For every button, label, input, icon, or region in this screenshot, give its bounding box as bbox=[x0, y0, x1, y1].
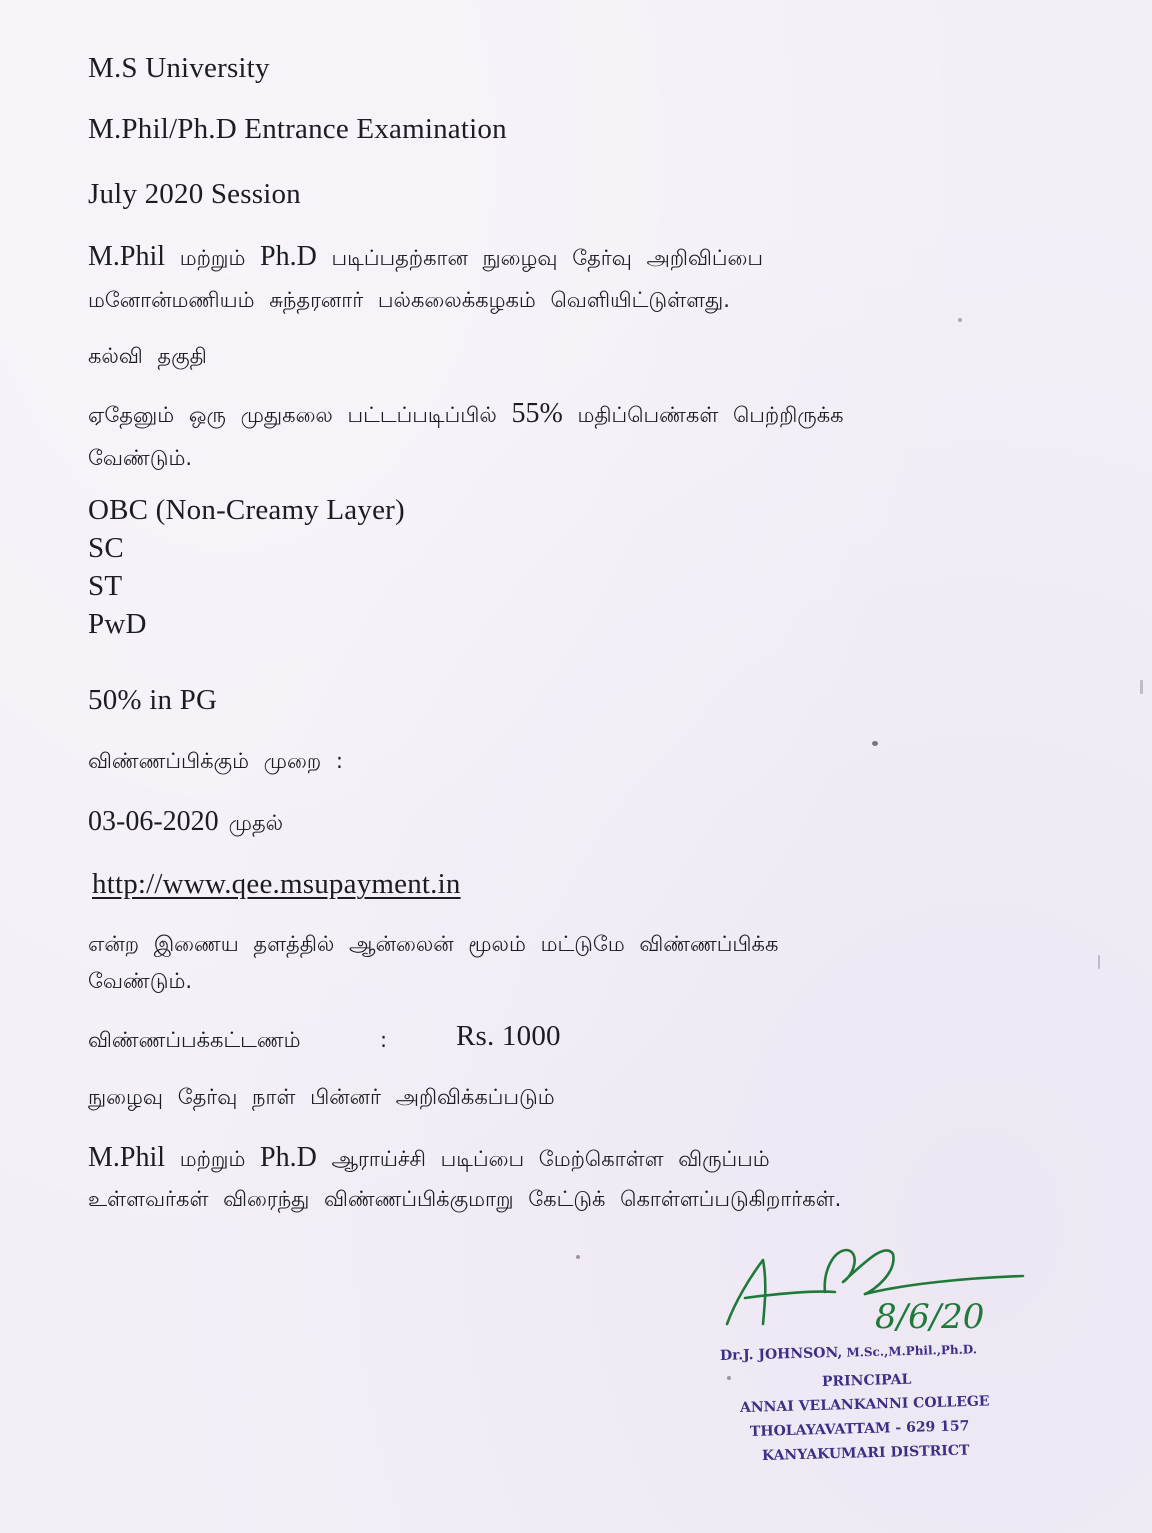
closing-rest: ஆராய்ச்சி படிப்பை மேற்கொள்ள விருப்பம் bbox=[316, 1147, 770, 1171]
intro-rest: படிப்பதற்கான நுழைவு தேர்வு அறிவிப்பை bbox=[316, 246, 763, 270]
scan-speck bbox=[576, 1255, 580, 1259]
exam-date-note: நுழைவு தேர்வு நாள் பின்னர் அறிவிக்கப்படும் bbox=[88, 1085, 555, 1109]
fee-value: Rs. 1000 bbox=[456, 1020, 561, 1052]
category-obc: OBC (Non-Creamy Layer) bbox=[88, 494, 405, 526]
scan-speck bbox=[727, 1376, 731, 1380]
stamp-title: PRINCIPAL bbox=[821, 1371, 912, 1390]
signature-stroke bbox=[825, 1250, 894, 1294]
category-sc: SC bbox=[88, 532, 124, 564]
scan-speck bbox=[872, 741, 878, 746]
eligibility-line-2: வேண்டும். bbox=[88, 446, 193, 470]
closing-phd: Ph.D bbox=[260, 1142, 317, 1173]
eligibility-text-a: ஏதேனும் ஒரு முதுகலை பட்டப்படிப்பில் bbox=[88, 403, 512, 427]
category-pwd: PwD bbox=[88, 608, 147, 640]
closing-line-2: உள்ளவர்கள் விரைந்து விண்ணப்பிக்குமாறு கேட்டுக் கொள்ளப்படுகிறார்கள். bbox=[88, 1187, 842, 1211]
eligibility-text-b: மதிப்பெண்கள் பெற்றிருக்க bbox=[562, 403, 844, 427]
signature-stroke bbox=[745, 1291, 835, 1298]
application-method-label: விண்ணப்பிக்கும் முறை : bbox=[88, 749, 343, 773]
stamp-district: KANYAKUMARI DISTRICT bbox=[761, 1442, 970, 1464]
scan-speck bbox=[1140, 680, 1143, 694]
application-start-date: 03-06-2020 bbox=[88, 806, 219, 837]
stamp-place: THOLAYAVATTAM - 629 157 bbox=[749, 1418, 970, 1440]
fee-colon: : bbox=[380, 1028, 388, 1052]
intro-line-2: மனோன்மணியம் சுந்தரனார் பல்கலைக்கழகம் வெளியிட்டுள்ளது. bbox=[88, 288, 730, 312]
closing-and: மற்றும் bbox=[165, 1147, 261, 1171]
application-url: http://www.qee.msupayment.in bbox=[92, 868, 461, 900]
intro-line-1 bbox=[88, 241, 763, 273]
closing-line-1 bbox=[88, 1142, 770, 1174]
fee-label: விண்ணப்பக்கட்டணம் bbox=[88, 1028, 301, 1052]
eligibility-line-1 bbox=[88, 398, 844, 430]
signature bbox=[715, 1232, 1035, 1342]
stamp-degrees: M.Sc.,M.Phil.,Ph.D. bbox=[842, 1342, 978, 1360]
intro-phd: Ph.D bbox=[260, 241, 317, 272]
relaxed-marks: 50% in PG bbox=[88, 684, 218, 716]
intro-and: மற்றும் bbox=[165, 246, 261, 270]
stamp-name-line bbox=[720, 1341, 977, 1364]
online-line-2: வேண்டும். bbox=[88, 969, 193, 993]
signature-stroke bbox=[727, 1260, 765, 1324]
online-line-1: என்ற இணைய தளத்தில் ஆன்லைன் மூலம் மட்டுமே விண்ணப்பிக்க bbox=[88, 932, 779, 956]
category-st: ST bbox=[88, 570, 123, 602]
university-name: M.S University bbox=[88, 52, 270, 84]
signature-stroke bbox=[865, 1276, 1023, 1294]
session-label: July 2020 Session bbox=[88, 178, 301, 210]
stamp-name: Dr.J. JOHNSON, bbox=[719, 1344, 843, 1364]
exam-title: M.Phil/Ph.D Entrance Examination bbox=[88, 113, 507, 145]
scan-speck bbox=[958, 318, 962, 322]
application-start-suffix: முதல் bbox=[228, 811, 284, 835]
signature-date: 8/6/20 bbox=[875, 1297, 985, 1337]
intro-mphil: M.Phil bbox=[88, 241, 166, 272]
eligibility-heading: கல்வி தகுதி bbox=[88, 344, 207, 368]
eligibility-percent: 55% bbox=[511, 398, 563, 429]
application-start bbox=[88, 806, 283, 838]
scan-speck bbox=[1098, 955, 1100, 969]
stamp-college: ANNAI VELANKANNI COLLEGE bbox=[739, 1393, 990, 1416]
closing-mphil: M.Phil bbox=[88, 1142, 166, 1173]
